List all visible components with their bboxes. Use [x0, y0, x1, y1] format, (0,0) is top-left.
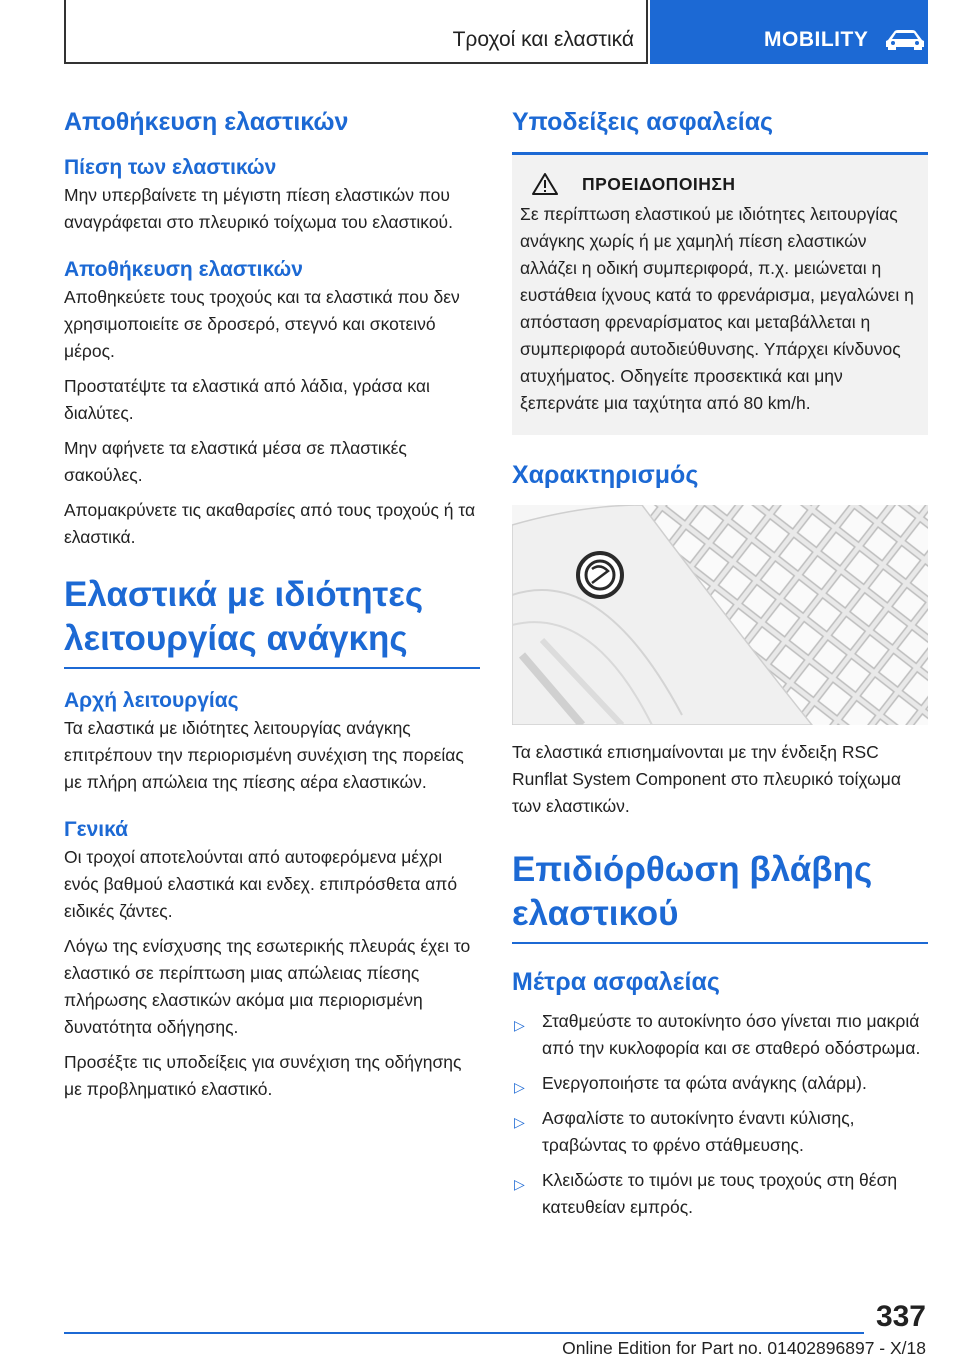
list-item: ▷ Ενεργοποιήστε τα φώτα ανάγκης (αλάρμ).: [512, 1070, 928, 1097]
bullet-arrow-icon: ▷: [514, 1176, 525, 1192]
page-number: 337: [875, 1300, 926, 1333]
paragraph-principle: Τα ελαστικά με ιδιότητες λειτουργίας ανάγκης επιτρέπουν την περιορισμένη συνέχιση της πορείας με πλήρη απώλεια της πίεσης αέρα ελαστικών.: [64, 718, 464, 792]
mobility-tab-label: MOBILITY: [764, 28, 869, 51]
paragraph-storage-3: Μην αφήνετε τα ελαστικά μέσα σε πλαστικές σακούλες.: [64, 438, 407, 485]
heading-tire-repair: Επιδιόρθωση βλάβης ελαστικού: [512, 848, 928, 944]
heading-safety-notes: Υποδείξεις ασφαλείας: [512, 108, 774, 136]
bullet-arrow-icon: ▷: [514, 1079, 525, 1095]
footer-divider: [64, 1332, 864, 1334]
paragraph-storage-2: Προστατέψτε τα ελαστικά από λάδια, γράσα και διαλύτες.: [64, 376, 430, 423]
heading-operating-principle: Αρχή λειτουργίας: [64, 689, 239, 712]
warning-title: ΠΡΟΕΙΔΟΠΟΙΗΣΗ: [582, 173, 736, 194]
list-item: ▷ Κλειδώστε το τιμόνι με τους τροχούς στη θέση κατευθείαν εμπρός.: [514, 1170, 898, 1217]
paragraph-general-3: Προσέξτε τις υποδείξεις για συνέχιση της οδήγησης με προβληματικό ελαστικό.: [64, 1052, 462, 1099]
safety-measures-list: [512, 1008, 928, 1221]
mobility-tab[interactable]: [650, 0, 928, 64]
warning-text: Σε περίπτωση ελαστικού με ιδιότητες λειτουργίας ανάγκης χωρίς ή με χαμηλή πίεση ελαστικών αλλάζει η οδική συμπεριφορά, π.χ. μειώνεται η ευστάθεια ίχνους κατά το φρενάρισμα, μεγαλώνει η απόσταση φρεναρίσματος και μεταβάλλεται η συμπεριφορά αυτοδιεύθυνσης. Υπάρχει κίνδυνος ατυχήματος. Οδηγείτε προσεκτικά και μην ξεπερνάτε μια ταχύτητα από 80 km/h.: [520, 204, 914, 413]
footer-edition: Online Edition for Part no. 01402896897 - X/18: [562, 1338, 926, 1358]
list-item: ▷ Σταθμεύστε το αυτοκίνητο όσο γίνεται πιο μακριά από την κυκλοφορία και σε σταθερό οδόστρωμα.: [514, 1011, 921, 1058]
heading-general: Γενικά: [64, 818, 129, 841]
bullet-arrow-icon: ▷: [514, 1017, 525, 1033]
heading-runflat-tires: Ελαστικά με ιδιότητες λειτουργίας ανάγκης: [64, 573, 480, 669]
heading-tire-storage-sub: Αποθήκευση ελαστικών: [64, 258, 303, 281]
heading-tire-storage: Αποθήκευση ελαστικών: [64, 108, 349, 136]
section-header: [64, 0, 648, 64]
section-title: Τροχοί και ελαστικά: [452, 28, 634, 51]
heading-safety-measures: Μέτρα ασφαλείας: [512, 968, 720, 996]
list-item: ▷ Ασφαλίστε το αυτοκίνητο έναντι κύλισης, τραβώντας το φρένο στάθμευσης.: [514, 1108, 855, 1155]
rsc-tire-illustration: [512, 505, 928, 725]
warning-box: [512, 152, 928, 435]
paragraph-general-1: Οι τροχοί αποτελούνται από αυτοφερόμενα μέχρι ενός βαθμού ελαστικά και ενδεχ. επιπρόσθετα από ειδικές ζάντες.: [64, 847, 458, 921]
heading-marking: Χαρακτηρισμός: [512, 461, 699, 489]
warning-header: [520, 169, 918, 199]
paragraph-storage-1: Αποθηκεύετε τους τροχούς και τα ελαστικά που δεν χρησιμοποιείτε σε δροσερό, στεγνό και σκοτεινό μέρος.: [64, 287, 460, 361]
paragraph-marking: Τα ελαστικά επισημαίνονται με την ένδειξη RSC Runflat System Component στο πλευρικό τοίχωμα των ελαστικών.: [512, 742, 901, 816]
page-header: [64, 0, 928, 64]
tire-icon: [512, 505, 928, 725]
paragraph-pressure: Μην υπερβαίνετε τη μέγιστη πίεση ελαστικών που αναγράφεται στο πλευρικό τοίχωμα του ελαστικού.: [64, 185, 453, 232]
warning-triangle-icon: [532, 172, 558, 196]
car-icon: [884, 28, 926, 50]
heading-tire-pressure: Πίεση των ελαστικών: [64, 156, 277, 179]
paragraph-general-2: Λόγω της ενίσχυσης της εσωτερικής πλευράς έχει το ελαστικό σε περίπτωση μιας απώλειας πίεσης πλήρωσης ελαστικών ακόμα μια περιορισμένη δυνατότητα οδήγησης.: [64, 936, 471, 1037]
left-column: [64, 96, 480, 1103]
right-column: [512, 96, 928, 1229]
bullet-arrow-icon: ▷: [514, 1114, 525, 1130]
paragraph-storage-4: Απομακρύνετε τις ακαθαρσίες από τους τροχούς ή τα ελαστικά.: [64, 500, 476, 547]
